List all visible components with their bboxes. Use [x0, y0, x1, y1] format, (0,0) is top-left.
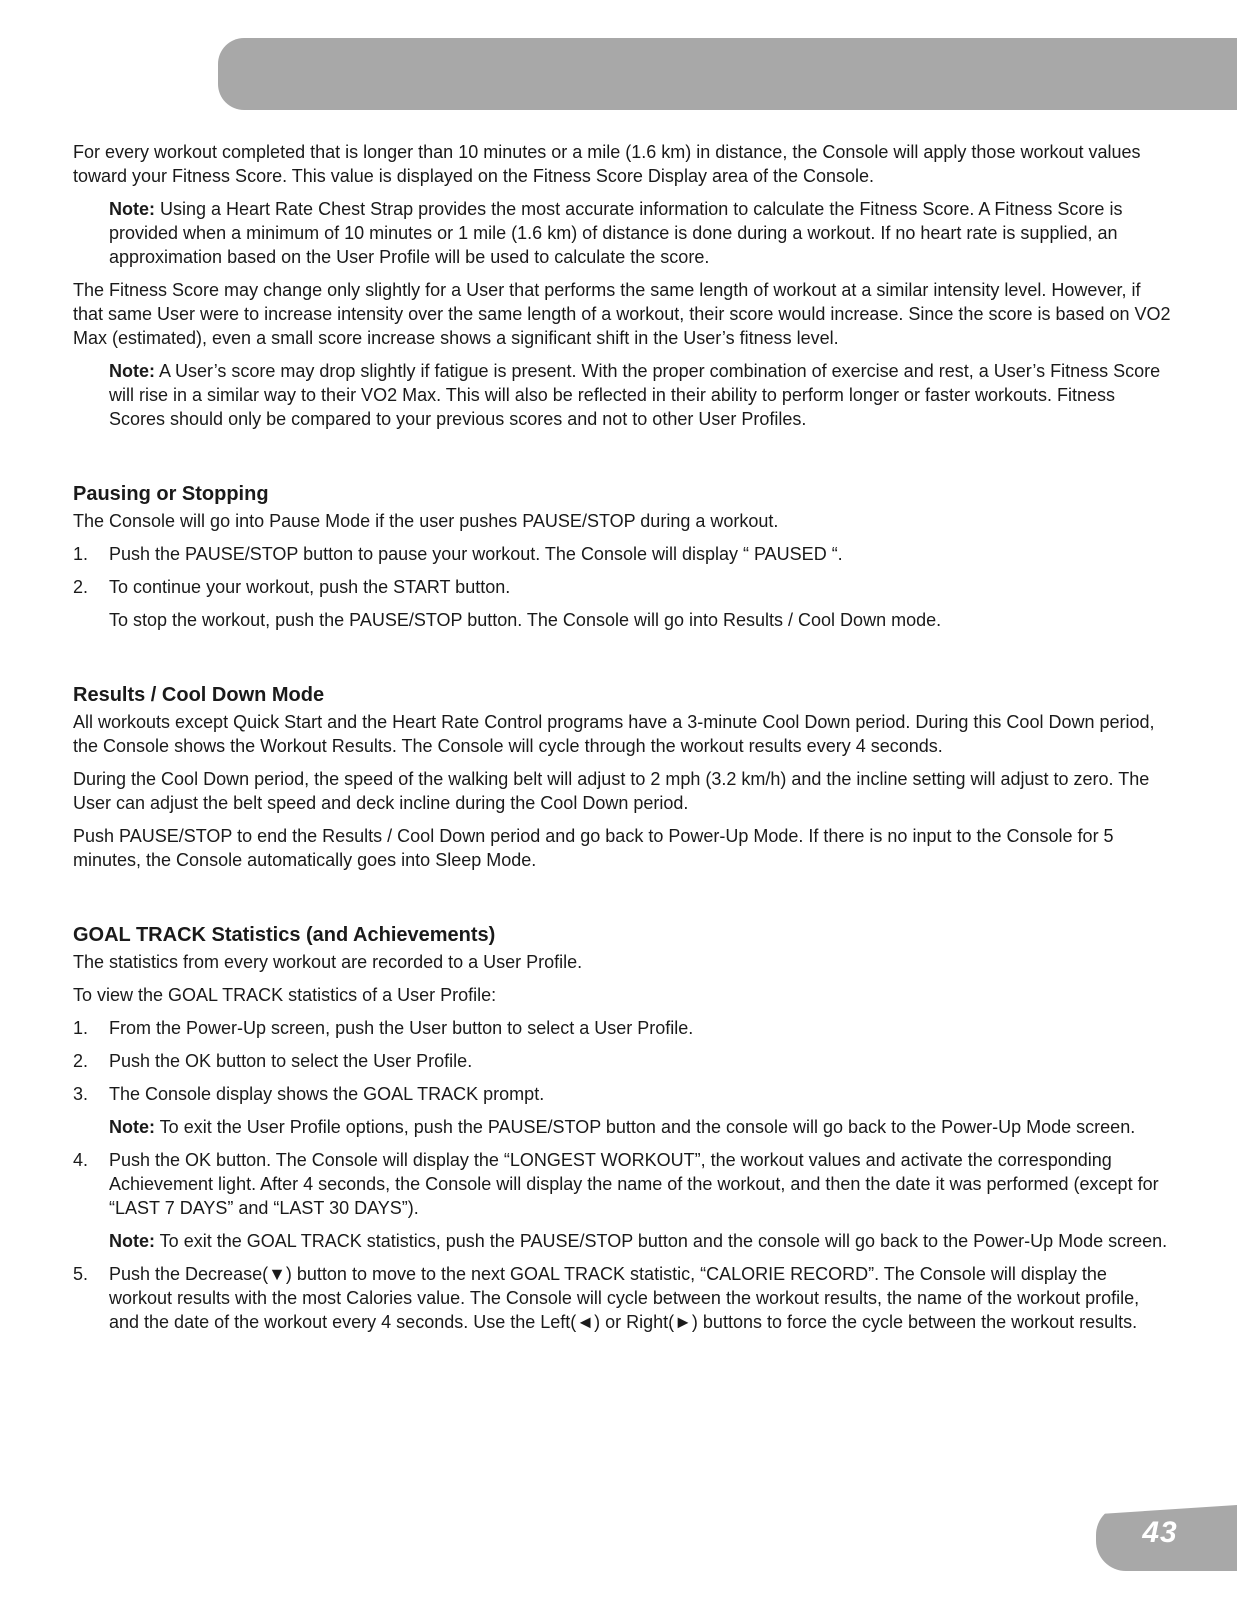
step-text: From the Power-Up screen, push the User button to select a User Profile.: [109, 1018, 694, 1038]
note-text: To exit the User Profile options, push the PAUSE/STOP button and the console will go back to the Power-Up Mode screen.: [155, 1117, 1136, 1137]
page-content: [73, 140, 1173, 1343]
list-item: [73, 1049, 1173, 1073]
section-heading-goal-track: GOAL TRACK Statistics (and Achievements): [73, 924, 496, 946]
note-label: Note:: [109, 1231, 155, 1251]
header-bar: [218, 38, 1237, 110]
goal-steps-continued: [73, 1148, 1173, 1220]
goal-steps: [73, 1016, 1173, 1106]
step-number: 5.: [73, 1264, 89, 1284]
step-text: To continue your workout, push the START button.: [109, 577, 511, 597]
note-label: Note:: [109, 361, 155, 381]
step-number: 3.: [73, 1084, 89, 1104]
step-text: Push the PAUSE/STOP button to pause your workout. The Console will display “ PAUSED “.: [109, 544, 843, 564]
step-text: Push the OK button. The Console will display the “LONGEST WORKOUT”, the workout values and activate the corresponding Achievement light. After 4 seconds, the Console will display the name of the workout, and then the date it was performed (except for “LAST 7 DAYS” and “LAST 30 DAYS”).: [109, 1150, 1159, 1218]
note-label: Note:: [109, 199, 155, 219]
goal-steps-final: [73, 1262, 1173, 1334]
pausing-stop-text: To stop the workout, push the PAUSE/STOP button. The Console will go into Results / Cool Down mode.: [109, 610, 942, 630]
goal-paragraph-2: To view the GOAL TRACK statistics of a User Profile:: [73, 985, 497, 1005]
step-text: The Console display shows the GOAL TRACK prompt.: [109, 1084, 545, 1104]
fitness-paragraph-1: For every workout completed that is longer than 10 minutes or a mile (1.6 km) in distance, the Console will apply those workout values toward your Fitness Score. This value is displayed on the Fitness Score Display area of the Console.: [73, 142, 1141, 186]
list-item: [73, 1148, 1173, 1220]
note-text: Using a Heart Rate Chest Strap provides the most accurate information to calculate the Fitness Score. A Fitness Score is provided when a minimum of 10 minutes or 1 mile (1.6 km) of distance is done during a workout. If no heart rate is supplied, an approximation based on the User Profile will be used to calculate the score.: [109, 199, 1123, 267]
step-number: 2.: [73, 1051, 89, 1071]
goal-paragraph-1: The statistics from every workout are recorded to a User Profile.: [73, 952, 583, 972]
fitness-note-2: [109, 359, 1173, 431]
note-label: Note:: [109, 1117, 155, 1137]
note-text: A User’s score may drop slightly if fatigue is present. With the proper combination of exercise and rest, a User’s Fitness Score will rise in a similar way to their VO2 Max. This will also be reflected in their ability to perform longer or faster workouts. Fitness Scores should only be compared to your previous scores and not to other User Profiles.: [109, 361, 1161, 429]
list-item: [73, 1082, 1173, 1106]
list-item: [73, 542, 1173, 566]
pausing-intro: The Console will go into Pause Mode if the user pushes PAUSE/STOP during a workout.: [73, 511, 779, 531]
section-heading-results: Results / Cool Down Mode: [73, 684, 325, 706]
results-paragraph-2: During the Cool Down period, the speed of the walking belt will adjust to 2 mph (3.2 km/h) and the incline setting will adjust to zero. The User can adjust the belt speed and deck incline during the Cool Down period.: [73, 769, 1150, 813]
results-paragraph-1: All workouts except Quick Start and the Heart Rate Control programs have a 3-minute Cool Down period. During this Cool Down period, the Console shows the Workout Results. The Console will cycle through the workout results every 4 seconds.: [73, 712, 1155, 756]
page-number: 43: [1142, 1516, 1178, 1549]
note-text: To exit the GOAL TRACK statistics, push the PAUSE/STOP button and the console will go back to the Power-Up Mode screen.: [155, 1231, 1168, 1251]
section-heading-pausing: Pausing or Stopping: [73, 483, 269, 505]
list-item: [73, 575, 1173, 599]
pausing-steps: [73, 542, 1173, 599]
list-item: [73, 1262, 1173, 1334]
list-item: [73, 1016, 1173, 1040]
fitness-note-1: [109, 197, 1173, 269]
step-number: 1.: [73, 1018, 89, 1038]
step-number: 4.: [73, 1150, 89, 1170]
goal-note-1: [109, 1115, 1173, 1139]
step-number: 1.: [73, 544, 89, 564]
results-paragraph-3: Push PAUSE/STOP to end the Results / Cool Down period and go back to Power-Up Mode. If there is no input to the Console for 5 minutes, the Console automatically goes into Sleep Mode.: [73, 826, 1114, 870]
step-number: 2.: [73, 577, 89, 597]
step-text: Push the Decrease(▼) button to move to the next GOAL TRACK statistic, “CALORIE RECORD”. The Console will display the workout results with the most Calories value. The Console will cycle between the workout results, the name of the workout profile, and the date of the workout every 4 seconds. Use the Left(◄) or Right(►) buttons to force the cycle between the workout results.: [109, 1264, 1140, 1332]
fitness-paragraph-2: The Fitness Score may change only slightly for a User that performs the same length of workout at a similar intensity level. However, if that same User were to increase intensity over the same length of a workout, their score would increase. Since the score is based on VO2 Max (estimated), even a small score increase shows a significant shift in the User’s fitness level.: [73, 280, 1171, 348]
step-text: Push the OK button to select the User Profile.: [109, 1051, 473, 1071]
goal-note-2: [109, 1229, 1173, 1253]
